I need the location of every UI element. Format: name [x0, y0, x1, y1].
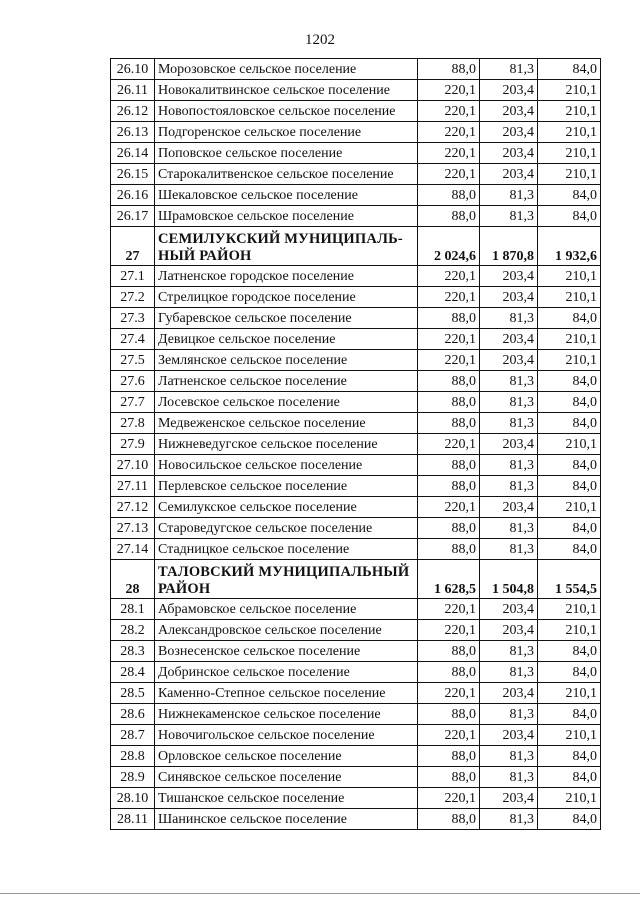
- value-cell-1: 220,1: [418, 122, 480, 143]
- table-row: [111, 767, 601, 788]
- row-number-cell: 27.14: [111, 539, 155, 560]
- row-number-cell: 26.12: [111, 101, 155, 122]
- value-cell-3: 210,1: [538, 434, 601, 455]
- value-cell-2: 81,3: [480, 413, 538, 434]
- value-cell-2: 203,4: [480, 599, 538, 620]
- value-cell-2: 81,3: [480, 704, 538, 725]
- value-cell-2: 203,4: [480, 143, 538, 164]
- value-cell-3: 84,0: [538, 308, 601, 329]
- value-cell-2: 81,3: [480, 455, 538, 476]
- table-row: [111, 413, 601, 434]
- value-cell-1: 2 024,6: [418, 227, 480, 266]
- value-cell-2: 1 870,8: [480, 227, 538, 266]
- settlement-name-cell: Латненское сельское поселение: [155, 371, 418, 392]
- budget-table: [110, 58, 601, 830]
- value-cell-1: 88,0: [418, 539, 480, 560]
- row-number-cell: 27.12: [111, 497, 155, 518]
- row-number-cell: 28.3: [111, 641, 155, 662]
- value-cell-1: 88,0: [418, 746, 480, 767]
- value-cell-3: 1 554,5: [538, 560, 601, 599]
- value-cell-3: 210,1: [538, 350, 601, 371]
- value-cell-1: 88,0: [418, 206, 480, 227]
- value-cell-3: 84,0: [538, 413, 601, 434]
- value-cell-3: 210,1: [538, 599, 601, 620]
- settlement-name-cell: Лосевское сельское поселение: [155, 392, 418, 413]
- value-cell-3: 84,0: [538, 455, 601, 476]
- settlement-name-cell: Абрамовское сельское поселение: [155, 599, 418, 620]
- table-row: [111, 683, 601, 704]
- row-number-cell: 27.3: [111, 308, 155, 329]
- table-body: [111, 59, 601, 830]
- row-number-cell: 26.10: [111, 59, 155, 80]
- row-number-cell: 27.6: [111, 371, 155, 392]
- table-row: [111, 455, 601, 476]
- value-cell-1: 88,0: [418, 455, 480, 476]
- settlement-name-cell: Шанинское сельское поселение: [155, 809, 418, 830]
- value-cell-3: 1 932,6: [538, 227, 601, 266]
- settlement-name-cell: Стадницкое сельское поселение: [155, 539, 418, 560]
- value-cell-1: 1 628,5: [418, 560, 480, 599]
- value-cell-1: 220,1: [418, 164, 480, 185]
- value-cell-2: 203,4: [480, 725, 538, 746]
- table-row: [111, 329, 601, 350]
- settlement-name-cell: Староведугское сельское поселение: [155, 518, 418, 539]
- value-cell-3: 84,0: [538, 206, 601, 227]
- table-row: [111, 143, 601, 164]
- table-row: [111, 662, 601, 683]
- table-row: [111, 80, 601, 101]
- value-cell-1: 88,0: [418, 185, 480, 206]
- value-cell-2: 203,4: [480, 266, 538, 287]
- table-row: [111, 518, 601, 539]
- value-cell-1: 88,0: [418, 308, 480, 329]
- row-number-cell: 28.1: [111, 599, 155, 620]
- value-cell-1: 88,0: [418, 59, 480, 80]
- value-cell-2: 203,4: [480, 620, 538, 641]
- value-cell-1: 88,0: [418, 392, 480, 413]
- value-cell-3: 84,0: [538, 371, 601, 392]
- value-cell-1: 220,1: [418, 266, 480, 287]
- value-cell-3: 84,0: [538, 662, 601, 683]
- row-number-cell: 28.6: [111, 704, 155, 725]
- row-number-cell: 27.8: [111, 413, 155, 434]
- value-cell-3: 210,1: [538, 329, 601, 350]
- value-cell-3: 210,1: [538, 143, 601, 164]
- value-cell-2: 81,3: [480, 746, 538, 767]
- value-cell-3: 84,0: [538, 767, 601, 788]
- table-row: [111, 101, 601, 122]
- value-cell-1: 88,0: [418, 476, 480, 497]
- value-cell-2: 203,4: [480, 683, 538, 704]
- table-row: [111, 185, 601, 206]
- settlement-name-cell: СЕМИЛУКСКИЙ МУНИЦИПАЛЬ-НЫЙ РАЙОН: [155, 227, 418, 266]
- value-cell-3: 210,1: [538, 287, 601, 308]
- row-number-cell: 27.4: [111, 329, 155, 350]
- value-cell-1: 88,0: [418, 518, 480, 539]
- settlement-name-cell: Девицкое сельское поселение: [155, 329, 418, 350]
- table-row: [111, 599, 601, 620]
- row-number-cell: 28: [111, 560, 155, 599]
- value-cell-1: 220,1: [418, 434, 480, 455]
- value-cell-3: 210,1: [538, 620, 601, 641]
- row-number-cell: 27.13: [111, 518, 155, 539]
- table-row: [111, 704, 601, 725]
- value-cell-2: 81,3: [480, 641, 538, 662]
- value-cell-2: 81,3: [480, 392, 538, 413]
- value-cell-3: 84,0: [538, 392, 601, 413]
- value-cell-2: 203,4: [480, 101, 538, 122]
- settlement-name-cell: Каменно-Степное сельское поселение: [155, 683, 418, 704]
- row-number-cell: 28.5: [111, 683, 155, 704]
- table-row: [111, 164, 601, 185]
- row-number-cell: 28.7: [111, 725, 155, 746]
- value-cell-3: 210,1: [538, 788, 601, 809]
- value-cell-1: 88,0: [418, 641, 480, 662]
- value-cell-1: 88,0: [418, 662, 480, 683]
- value-cell-2: 81,3: [480, 59, 538, 80]
- value-cell-1: 88,0: [418, 371, 480, 392]
- value-cell-3: 84,0: [538, 476, 601, 497]
- settlement-name-cell: Старокалитвенское сельское поселение: [155, 164, 418, 185]
- value-cell-3: 84,0: [538, 518, 601, 539]
- value-cell-2: 81,3: [480, 476, 538, 497]
- settlement-name-cell: Синявское сельское поселение: [155, 767, 418, 788]
- row-number-cell: 28.10: [111, 788, 155, 809]
- value-cell-3: 210,1: [538, 725, 601, 746]
- value-cell-1: 220,1: [418, 497, 480, 518]
- value-cell-3: 84,0: [538, 704, 601, 725]
- value-cell-3: 210,1: [538, 101, 601, 122]
- value-cell-2: 203,4: [480, 788, 538, 809]
- value-cell-2: 81,3: [480, 809, 538, 830]
- settlement-name-cell: Землянское сельское поселение: [155, 350, 418, 371]
- settlement-name-cell: Новопостояловское сельское поселение: [155, 101, 418, 122]
- page-number: 1202: [305, 32, 335, 48]
- settlement-name-cell: Нижневедугское сельское поселение: [155, 434, 418, 455]
- value-cell-1: 88,0: [418, 809, 480, 830]
- row-number-cell: 27.5: [111, 350, 155, 371]
- table-row: [111, 122, 601, 143]
- value-cell-3: 84,0: [538, 641, 601, 662]
- settlement-name-cell: Морозовское сельское поселение: [155, 59, 418, 80]
- table-row: [111, 497, 601, 518]
- value-cell-1: 220,1: [418, 599, 480, 620]
- value-cell-1: 88,0: [418, 704, 480, 725]
- row-number-cell: 27.1: [111, 266, 155, 287]
- value-cell-3: 210,1: [538, 164, 601, 185]
- table-row: [111, 476, 601, 497]
- row-number-cell: 28.2: [111, 620, 155, 641]
- value-cell-2: 81,3: [480, 308, 538, 329]
- settlement-name-cell: Новокалитвинское сельское поселение: [155, 80, 418, 101]
- settlement-name-cell: Вознесенское сельское поселение: [155, 641, 418, 662]
- settlement-name-cell: Медвеженское сельское поселение: [155, 413, 418, 434]
- row-number-cell: 28.9: [111, 767, 155, 788]
- table-row: [111, 59, 601, 80]
- value-cell-3: 84,0: [538, 746, 601, 767]
- table-row: [111, 641, 601, 662]
- value-cell-3: 84,0: [538, 185, 601, 206]
- settlement-name-cell: Новосильское сельское поселение: [155, 455, 418, 476]
- value-cell-1: 220,1: [418, 101, 480, 122]
- settlement-name-cell: Шрамовское сельское поселение: [155, 206, 418, 227]
- value-cell-3: 210,1: [538, 122, 601, 143]
- settlement-name-cell: Шекаловское сельское поселение: [155, 185, 418, 206]
- row-number-cell: 27.7: [111, 392, 155, 413]
- value-cell-1: 220,1: [418, 725, 480, 746]
- footer-divider: [0, 893, 640, 894]
- settlement-name-cell: Тишанское сельское поселение: [155, 788, 418, 809]
- value-cell-2: 1 504,8: [480, 560, 538, 599]
- value-cell-2: 203,4: [480, 164, 538, 185]
- table-row: [111, 788, 601, 809]
- settlement-name-cell: Стрелицкое городское поселение: [155, 287, 418, 308]
- value-cell-1: 220,1: [418, 143, 480, 164]
- table-row: [111, 371, 601, 392]
- value-cell-3: 210,1: [538, 497, 601, 518]
- value-cell-3: 210,1: [538, 266, 601, 287]
- value-cell-2: 81,3: [480, 518, 538, 539]
- row-number-cell: 27.2: [111, 287, 155, 308]
- value-cell-1: 220,1: [418, 287, 480, 308]
- value-cell-2: 81,3: [480, 662, 538, 683]
- row-number-cell: 26.14: [111, 143, 155, 164]
- value-cell-3: 84,0: [538, 809, 601, 830]
- table-row: [111, 434, 601, 455]
- settlement-name-cell: Нижнекаменское сельское поселение: [155, 704, 418, 725]
- table-row: [111, 725, 601, 746]
- table-row: [111, 350, 601, 371]
- value-cell-2: 203,4: [480, 434, 538, 455]
- table-row: [111, 287, 601, 308]
- row-number-cell: 27: [111, 227, 155, 266]
- settlement-name-cell: Латненское городское поселение: [155, 266, 418, 287]
- value-cell-2: 203,4: [480, 350, 538, 371]
- table-row: [111, 809, 601, 830]
- value-cell-2: 81,3: [480, 206, 538, 227]
- district-row: [111, 227, 601, 266]
- value-cell-1: 220,1: [418, 80, 480, 101]
- settlement-name-cell: Орловское сельское поселение: [155, 746, 418, 767]
- table-row: [111, 206, 601, 227]
- table-row: [111, 539, 601, 560]
- row-number-cell: 27.10: [111, 455, 155, 476]
- value-cell-3: 210,1: [538, 80, 601, 101]
- settlement-name-cell: Семилукское сельское поселение: [155, 497, 418, 518]
- value-cell-2: 203,4: [480, 80, 538, 101]
- district-row: [111, 560, 601, 599]
- value-cell-3: 210,1: [538, 683, 601, 704]
- settlement-name-cell: Добринское сельское поселение: [155, 662, 418, 683]
- value-cell-2: 203,4: [480, 497, 538, 518]
- row-number-cell: 28.11: [111, 809, 155, 830]
- settlement-name-cell: ТАЛОВСКИЙ МУНИЦИПАЛЬНЫЙ РАЙОН: [155, 560, 418, 599]
- value-cell-2: 81,3: [480, 185, 538, 206]
- value-cell-2: 81,3: [480, 371, 538, 392]
- row-number-cell: 27.9: [111, 434, 155, 455]
- settlement-name-cell: Подгоренское сельское поселение: [155, 122, 418, 143]
- row-number-cell: 27.11: [111, 476, 155, 497]
- table-row: [111, 266, 601, 287]
- table-row: [111, 308, 601, 329]
- row-number-cell: 28.8: [111, 746, 155, 767]
- value-cell-2: 203,4: [480, 287, 538, 308]
- value-cell-2: 203,4: [480, 329, 538, 350]
- value-cell-2: 203,4: [480, 122, 538, 143]
- value-cell-3: 84,0: [538, 539, 601, 560]
- row-number-cell: 28.4: [111, 662, 155, 683]
- row-number-cell: 26.13: [111, 122, 155, 143]
- settlement-name-cell: Поповское сельское поселение: [155, 143, 418, 164]
- value-cell-3: 84,0: [538, 59, 601, 80]
- settlement-name-cell: Губаревское сельское поселение: [155, 308, 418, 329]
- value-cell-1: 220,1: [418, 788, 480, 809]
- value-cell-1: 220,1: [418, 350, 480, 371]
- settlement-name-cell: Александровское сельское поселение: [155, 620, 418, 641]
- value-cell-2: 81,3: [480, 767, 538, 788]
- settlement-name-cell: Перлевское сельское поселение: [155, 476, 418, 497]
- value-cell-2: 81,3: [480, 539, 538, 560]
- value-cell-1: 88,0: [418, 767, 480, 788]
- table-row: [111, 392, 601, 413]
- value-cell-1: 220,1: [418, 683, 480, 704]
- table-row: [111, 746, 601, 767]
- row-number-cell: 26.11: [111, 80, 155, 101]
- row-number-cell: 26.16: [111, 185, 155, 206]
- row-number-cell: 26.15: [111, 164, 155, 185]
- row-number-cell: 26.17: [111, 206, 155, 227]
- table-row: [111, 620, 601, 641]
- value-cell-1: 88,0: [418, 413, 480, 434]
- value-cell-1: 220,1: [418, 329, 480, 350]
- settlement-name-cell: Новочигольское сельское поселение: [155, 725, 418, 746]
- value-cell-1: 220,1: [418, 620, 480, 641]
